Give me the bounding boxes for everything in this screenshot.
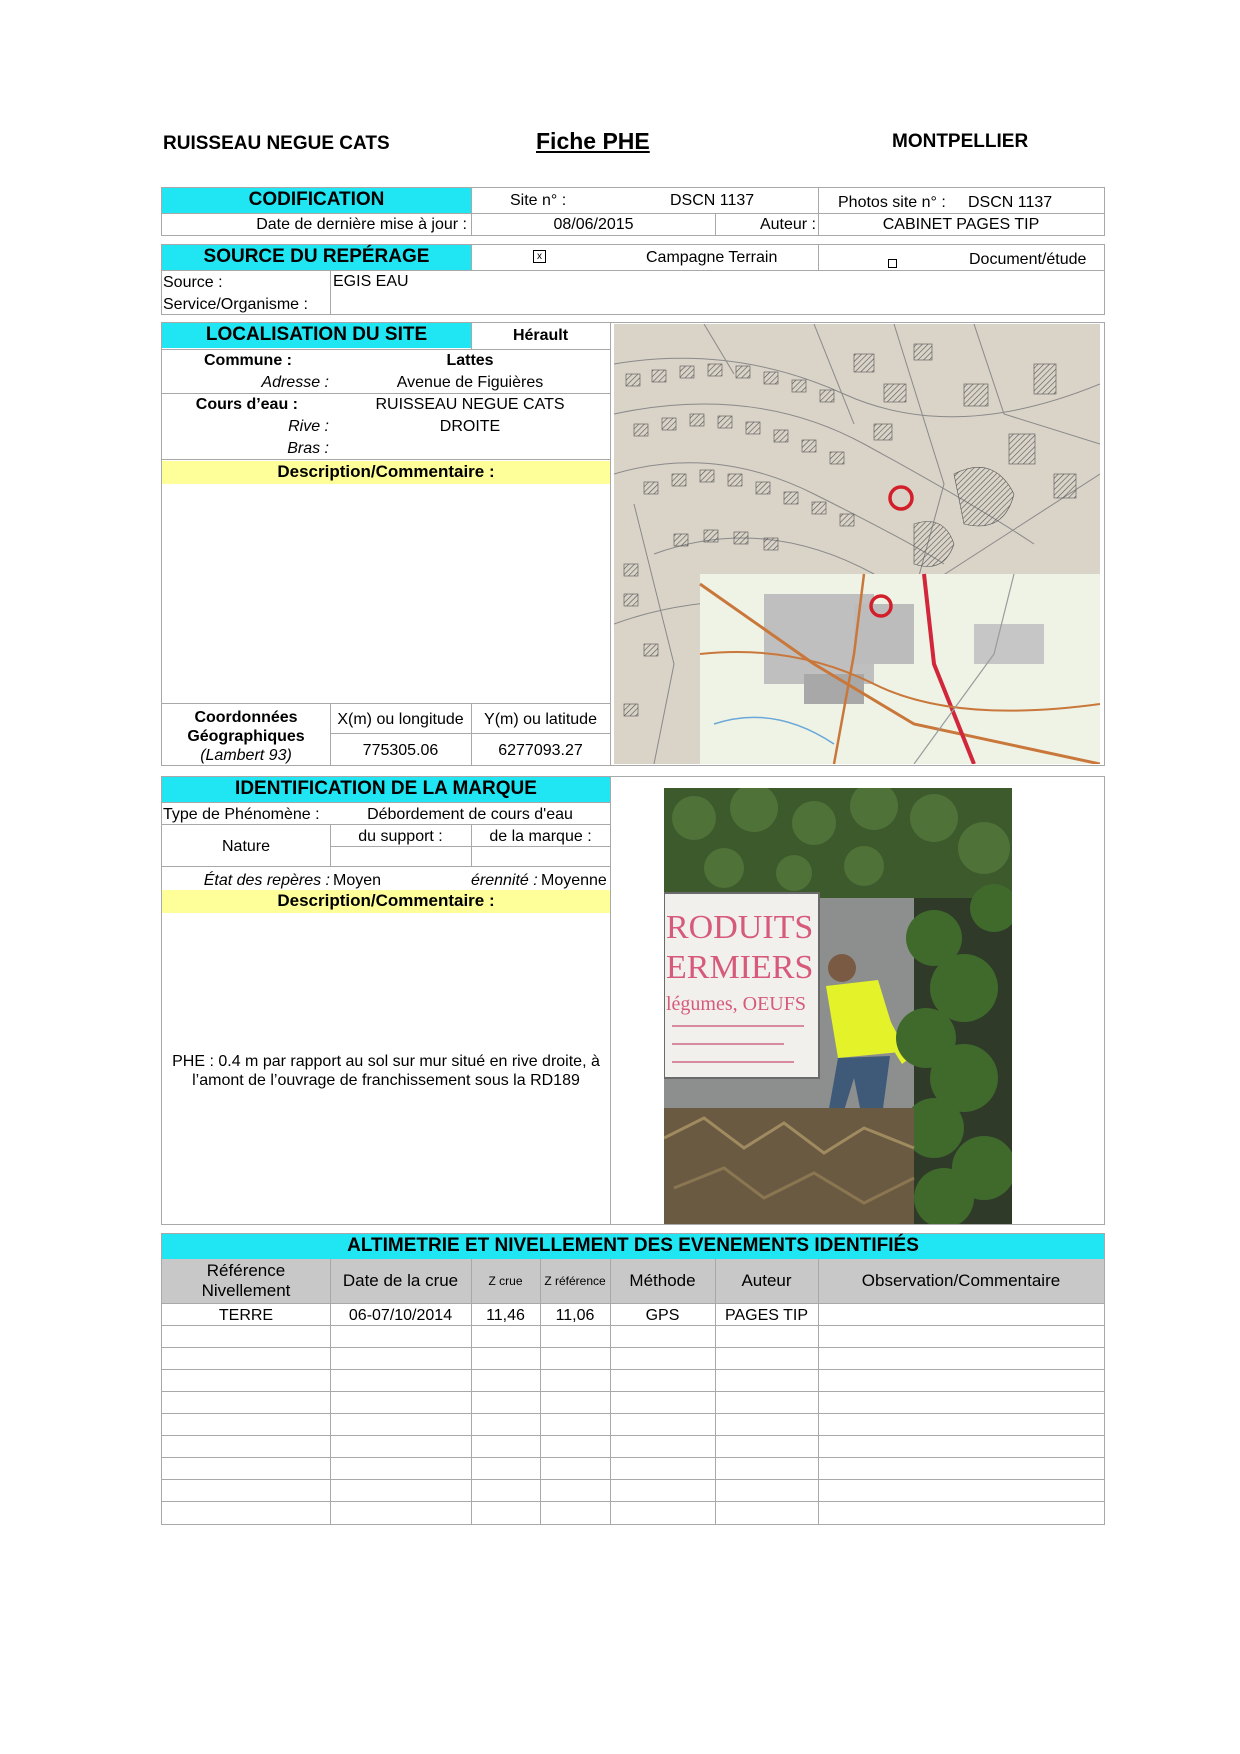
etat-label: État des repères : — [203, 872, 330, 889]
commune-label: Commune : — [204, 352, 292, 369]
rive-value: DROITE — [439, 418, 501, 435]
support-label: du support : — [358, 828, 443, 845]
y-value: 6277093.27 — [498, 742, 583, 759]
codification-heading: CODIFICATION — [162, 188, 471, 213]
department: Hérault — [512, 327, 569, 344]
identification-description-line-2: l’amont de l’ouvrage de franchissement sous la RD189 — [192, 1072, 580, 1089]
bras-label: Bras : — [287, 440, 329, 457]
sign-text-2: ERMIERS — [666, 949, 814, 986]
photos-number-label: Photos site n° : — [838, 194, 946, 211]
col-header-observation: Observation/Commentaire — [861, 1271, 1061, 1290]
x-label: X(m) ou longitude — [337, 711, 464, 728]
adresse-label: Adresse : — [261, 374, 329, 391]
sign-text-1: RODUITS — [666, 909, 814, 946]
page-title: Fiche PHE — [536, 128, 650, 154]
coordinates-label-3: (Lambert 93) — [200, 747, 292, 764]
commune-value: Lattes — [446, 352, 494, 369]
col-header-z-crue: Z crue — [488, 1274, 523, 1288]
col-header-date: Date de la crue — [342, 1271, 459, 1290]
localisation-description-heading: Description/Commentaire : — [162, 461, 610, 484]
identification-description-line-1: PHE : 0.4 m par rapport au sol sur mur situé en rive droite, à — [172, 1053, 600, 1070]
service-label: Service/Organisme : — [163, 296, 308, 313]
nature-label: Nature — [221, 838, 271, 855]
site-photo — [664, 788, 1012, 1224]
cours-eau-value: RUISSEAU NEGUE CATS — [375, 396, 565, 413]
source-value: EGIS EAU — [333, 273, 409, 290]
table-row-1-auteur: PAGES TIP — [725, 1307, 808, 1324]
col-header-reference-1: Référence — [206, 1261, 286, 1280]
table-row-1-reference: TERRE — [218, 1307, 274, 1324]
phenomene-label: Type de Phénomène : — [163, 806, 320, 823]
table-row-1-methode: GPS — [645, 1307, 680, 1324]
campagne-checkbox[interactable]: x — [533, 250, 546, 263]
col-header-auteur: Auteur — [741, 1271, 792, 1290]
update-date-value: 08/06/2015 — [553, 216, 634, 233]
location-map — [614, 324, 1100, 764]
table-row-1-z-crue: 11,46 — [486, 1307, 525, 1324]
source-heading: SOURCE DU REPÉRAGE — [162, 245, 471, 270]
etat-value: Moyen — [333, 872, 382, 889]
coordinates-label-1: Coordonnées — [194, 709, 298, 726]
identification-heading: IDENTIFICATION DE LA MARQUE — [162, 777, 610, 802]
topographic-inset — [700, 574, 1100, 764]
document-checkbox[interactable] — [888, 259, 897, 268]
adresse-value: Avenue de Figuières — [396, 374, 544, 391]
x-value: 775305.06 — [362, 742, 439, 759]
identification-description-heading: Description/Commentaire : — [162, 890, 610, 913]
localisation-heading: LOCALISATION DU SITE — [162, 323, 471, 348]
site-number-value: DSCN 1137 — [670, 192, 755, 209]
table-row-1-date: 06-07/10/2014 — [348, 1307, 453, 1324]
sign-text-3: légumes, OEUFS — [666, 993, 806, 1015]
col-header-z-reference: Z référence — [544, 1274, 606, 1288]
source-label: Source : — [163, 274, 223, 291]
coordinates-label-2: Géographiques — [187, 728, 305, 745]
col-header-methode: Méthode — [629, 1271, 696, 1290]
phenomene-value: Débordement de cours d'eau — [367, 806, 573, 823]
city-name: MONTPELLIER — [892, 131, 1029, 152]
photos-number-value: DSCN 1137 — [968, 194, 1053, 211]
perennite-value: Moyenne — [541, 872, 607, 889]
y-label: Y(m) ou latitude — [484, 711, 597, 728]
col-header-reference-2: Nivellement — [201, 1281, 291, 1300]
perennite-label: érennité : — [471, 872, 538, 889]
author-label: Auteur : — [759, 216, 816, 233]
cours-eau-label: Cours d’eau : — [195, 396, 298, 413]
site-number-label: Site n° : — [510, 192, 567, 209]
author-value: CABINET PAGES TIP — [882, 216, 1040, 233]
document-label: Document/étude — [969, 251, 1087, 268]
campagne-label: Campagne Terrain — [646, 249, 778, 266]
river-name: RUISSEAU NEGUE CATS — [163, 133, 390, 154]
update-date-label: Date de dernière mise à jour : — [256, 216, 467, 233]
altimetrie-heading: ALTIMETRIE ET NIVELLEMENT DES EVENEMENTS IDENTIFIÉS — [162, 1234, 1104, 1259]
rive-label: Rive : — [288, 418, 329, 435]
marque-label: de la marque : — [489, 828, 592, 845]
table-row-1-z-reference: 11,06 — [555, 1307, 595, 1324]
